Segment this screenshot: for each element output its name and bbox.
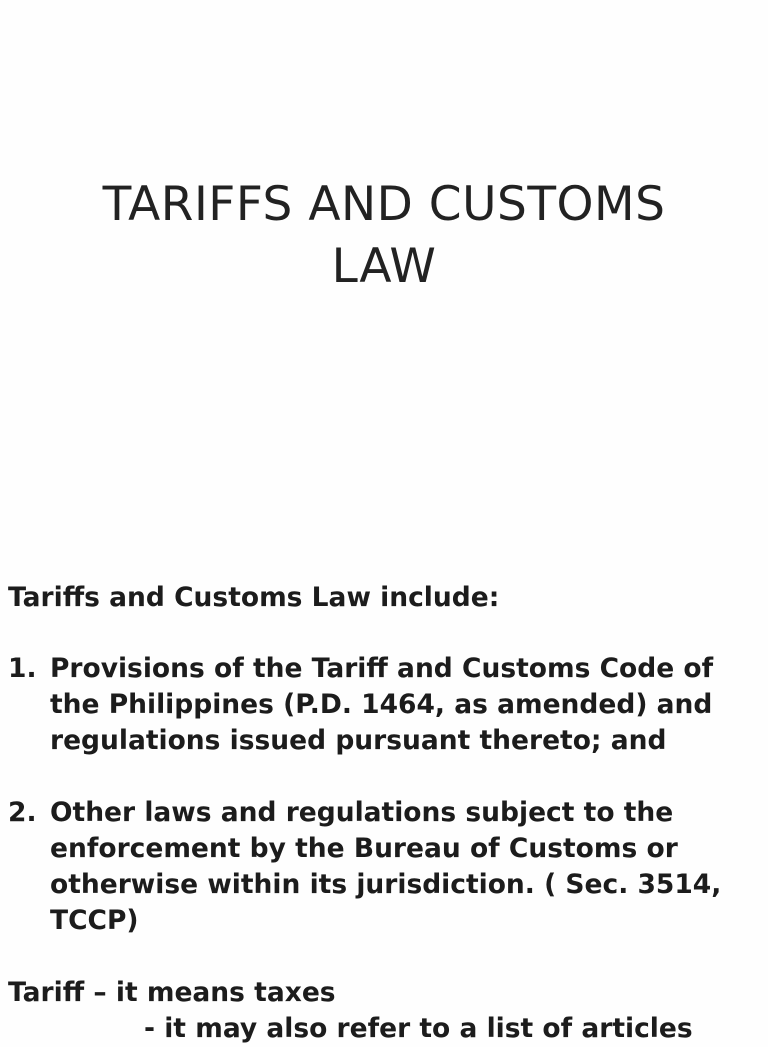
list-number: 2. bbox=[8, 797, 37, 828]
definition-line: Tariff – it means taxes bbox=[8, 977, 336, 1008]
title-line-1: TARIFFS AND CUSTOMS bbox=[102, 177, 666, 232]
list-line: otherwise within its jurisdiction. ( Sec. 3514, bbox=[50, 869, 722, 900]
list-number: 1. bbox=[8, 653, 37, 684]
slide-body bbox=[8, 580, 760, 1047]
list-line: Provisions of the Tariff and Customs Code of bbox=[50, 653, 714, 684]
list-line: regulations issued pursuant thereto; and bbox=[50, 725, 667, 756]
list-line: Other laws and regulations subject to the bbox=[50, 797, 674, 828]
page-title bbox=[0, 174, 768, 298]
list-item-text bbox=[50, 795, 760, 939]
title-line-2: LAW bbox=[331, 239, 437, 294]
list-item-text bbox=[50, 651, 760, 759]
definition-line: - it may also refer to a list of articles bbox=[144, 1013, 693, 1044]
intro-text: Tariffs and Customs Law include: bbox=[8, 582, 500, 613]
list-item bbox=[8, 795, 760, 939]
tariff-definition bbox=[8, 975, 760, 1047]
list-line: the Philippines (P.D. 1464, as amended) and bbox=[50, 689, 713, 720]
list-line: TCCP) bbox=[50, 905, 139, 936]
list-line: enforcement by the Bureau of Customs or bbox=[50, 833, 678, 864]
list-item bbox=[8, 651, 760, 759]
